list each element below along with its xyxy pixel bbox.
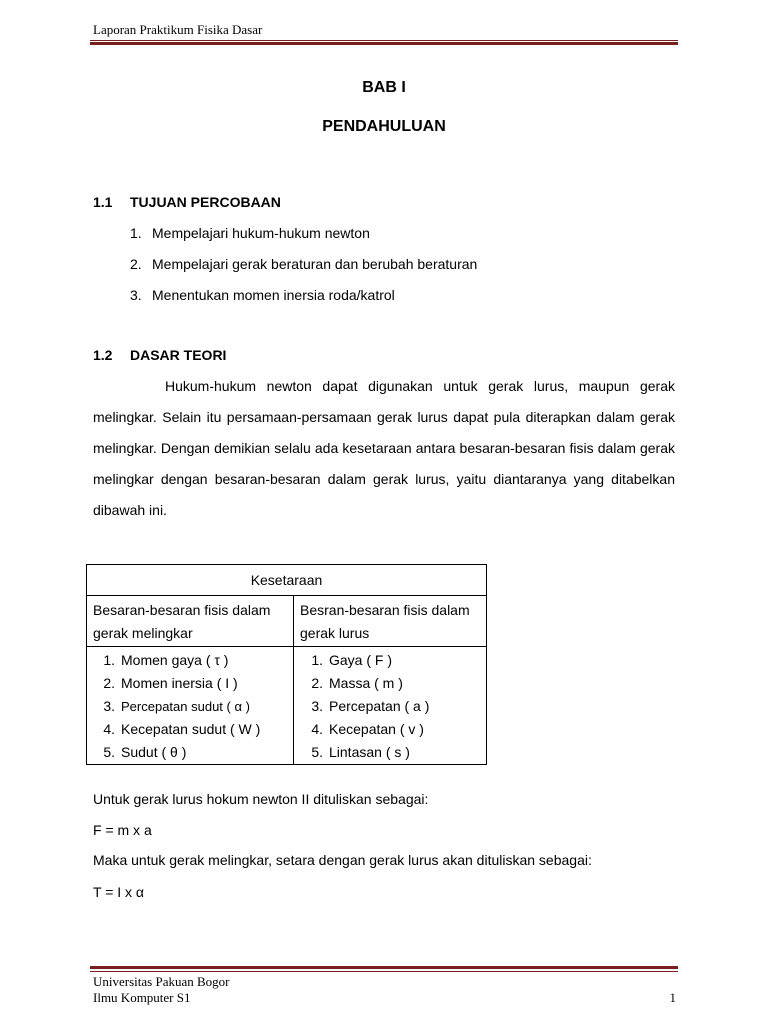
list-item-number: 2. [130, 256, 142, 272]
list-item-text: Mempelajari gerak beraturan dan berubah beraturan [152, 256, 478, 272]
item-number: 1. [311, 652, 323, 668]
table-row [300, 649, 486, 672]
table-row [92, 649, 293, 672]
running-header: Laporan Praktikum Fisika Dasar [93, 22, 263, 37]
section-heading-tujuan [93, 194, 281, 210]
header-rule-thin [90, 40, 678, 41]
item-number: 2. [311, 675, 323, 691]
item-text: Kecepatan ( v ) [329, 721, 424, 737]
chapter-label: BAB I [362, 79, 406, 96]
equivalence-table [86, 564, 487, 765]
section-title: DASAR TEORI [130, 347, 227, 363]
item-number: 3. [311, 698, 323, 714]
body-text-line: Maka untuk gerak melingkar, setara dengan gerak lurus akan dituliskan sebagai: [93, 852, 592, 868]
section-number: 1.2 [93, 347, 113, 363]
list-item-number: 1. [130, 225, 142, 241]
table-col2-header: Besran-besaran fisis dalam gerak lurus [294, 596, 487, 647]
section-number: 1.1 [93, 194, 113, 210]
page-number: 1 [669, 990, 676, 1005]
item-text: Momen gaya ( τ ) [121, 652, 229, 668]
item-text: Kecepatan sudut ( W ) [121, 721, 261, 737]
table-row [300, 695, 486, 718]
list-item [130, 287, 395, 303]
table-row [92, 741, 293, 764]
item-text: Gaya ( F ) [329, 652, 393, 668]
table-row [92, 695, 293, 718]
section-heading-dasar-teori [93, 347, 226, 363]
header-rule-thick [90, 42, 678, 45]
item-number: 3. [103, 698, 115, 714]
theory-paragraph [93, 371, 675, 526]
footer-rule-thick [90, 966, 678, 969]
footer-department: Ilmu Komputer S1 [93, 990, 191, 1005]
item-text: Massa ( m ) [329, 675, 403, 691]
table-col2-items [294, 647, 487, 765]
table-row [300, 718, 486, 741]
list-item-number: 3. [130, 287, 142, 303]
item-number: 4. [311, 721, 323, 737]
table-row [300, 672, 486, 695]
table-header: Kesetaraan [87, 565, 487, 596]
formula-rotational: T = I x α [93, 884, 145, 900]
list-item [130, 225, 370, 241]
table-col1-items [87, 647, 294, 765]
body-text-line: Untuk gerak lurus hokum newton II dituliskan sebagai: [93, 791, 429, 807]
section-title: TUJUAN PERCOBAAN [130, 194, 281, 210]
item-text: Lintasan ( s ) [329, 744, 410, 760]
item-number: 2. [103, 675, 115, 691]
table-row [300, 741, 486, 764]
item-text: Momen inersia ( I ) [121, 675, 238, 691]
item-number: 5. [103, 744, 115, 760]
item-text: Percepatan sudut ( α ) [121, 699, 250, 714]
list-item-text: Mempelajari hukum-hukum newton [152, 225, 370, 241]
formula-newton-2: F = m x a [93, 822, 152, 838]
list-item [130, 256, 477, 272]
paragraph-text: Hukum-hukum newton dapat digunakan untuk gerak lurus, maupun gerak melingkar. Selain itu persamaan-persamaan gerak lurus dapat pula diterapkan dalam gerak melingkar. Dengan demikian selalu ada kesetaraan antara besaran-besaran fisis dalam gerak melingkar dengan besaran-besaran dalam gerak lurus, yaitu diantaranya yang ditabelkan dibawah ini. [93, 378, 675, 518]
table-row [92, 718, 293, 741]
chapter-title: PENDAHULUAN [322, 118, 446, 135]
item-text: Sudut ( θ ) [121, 744, 187, 760]
item-number: 1. [103, 652, 115, 668]
table-row [92, 672, 293, 695]
item-number: 4. [103, 721, 115, 737]
item-text: Percepatan ( a ) [329, 698, 430, 714]
footer-university: Universitas Pakuan Bogor [93, 974, 230, 989]
table-col1-header: Besaran-besaran fisis dalam gerak melingkar [87, 596, 294, 647]
item-number: 5. [311, 744, 323, 760]
footer-rule-thin [90, 971, 678, 972]
list-item-text: Menentukan momen inersia roda/katrol [152, 287, 395, 303]
